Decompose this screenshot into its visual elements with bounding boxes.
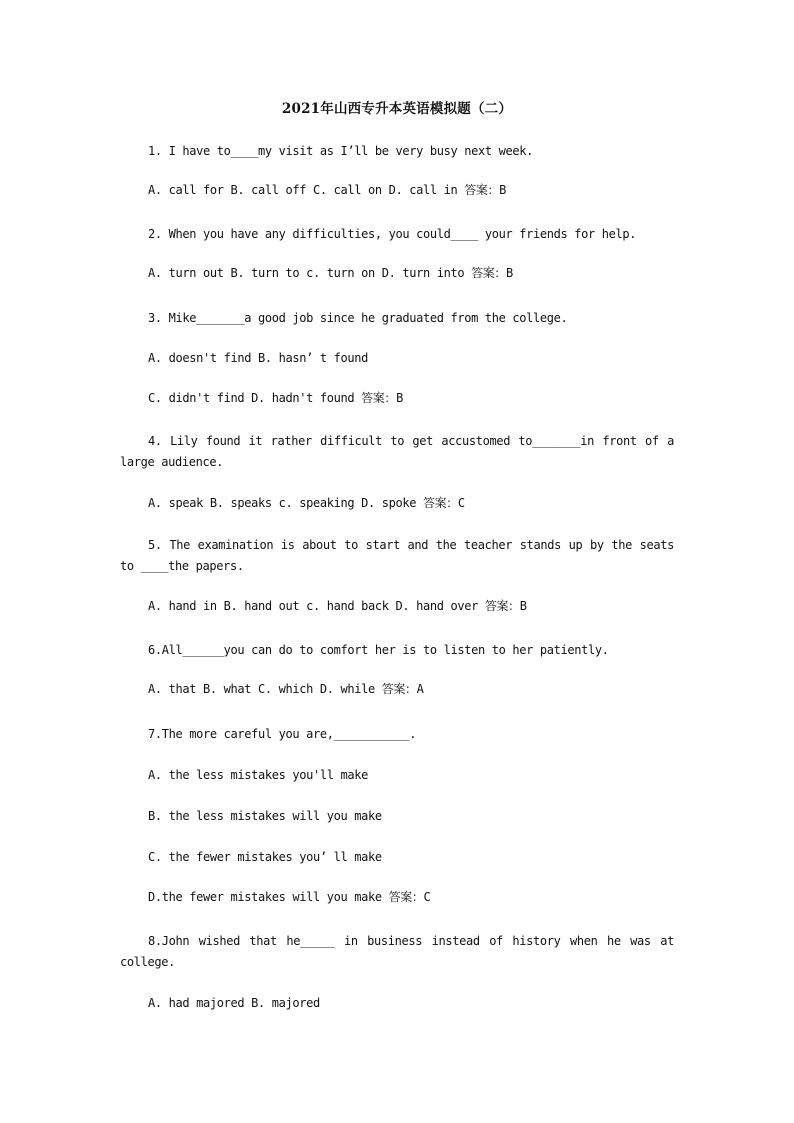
question-6: 6.All______you can do to comfort her is to listen to her patiently. <box>148 643 609 657</box>
question-7: 7.The more careful you are,___________. <box>148 727 417 741</box>
question-2-options: A. turn out B. turn to c. turn on D. turn into 答案：B <box>148 266 513 280</box>
question-8: 8.John wished that he_____ in business instead of history when he was at college. <box>120 934 674 969</box>
question-4: 4. Lily found it rather difficult to get accustomed to_______in front of a large audience. <box>120 434 674 469</box>
question-8-options: A. had majored B. majored <box>148 996 320 1010</box>
question-2: 2. When you have any difficulties, you could____ your friends for help. <box>148 227 637 241</box>
question-7-option-b: B. the less mistakes will you make <box>148 809 382 823</box>
question-1-options: A. call for B. call off C. call on D. call in 答案：B <box>148 183 507 197</box>
question-3-options-cd: C. didn't find D. hadn't found 答案：B <box>148 391 403 405</box>
question-7-option-d: D.the fewer mistakes will you make 答案：C <box>148 890 431 904</box>
question-1: 1. I have to____my visit as I’ll be very busy next week. <box>148 144 533 158</box>
question-3-options-ab: A. doesn't find B. hasn’ t found <box>148 351 368 365</box>
question-7-option-a: A. the less mistakes you'll make <box>148 768 368 782</box>
question-4-options: A. speak B. speaks c. speaking D. spoke 答案：C <box>148 496 465 510</box>
question-3: 3. Mike_______a good job since he graduated from the college. <box>148 311 568 325</box>
question-7-option-c: C. the fewer mistakes you’ ll make <box>148 850 382 864</box>
document-title: 2021年山西专升本英语模拟题（二） <box>281 101 513 117</box>
question-6-options: A. that B. what C. which D. while 答案：A <box>148 682 424 696</box>
question-5-options: A. hand in B. hand out c. hand back D. hand over 答案：B <box>148 599 527 613</box>
question-5: 5. The examination is about to start and the teacher stands up by the seats to ____the papers. <box>120 538 674 573</box>
